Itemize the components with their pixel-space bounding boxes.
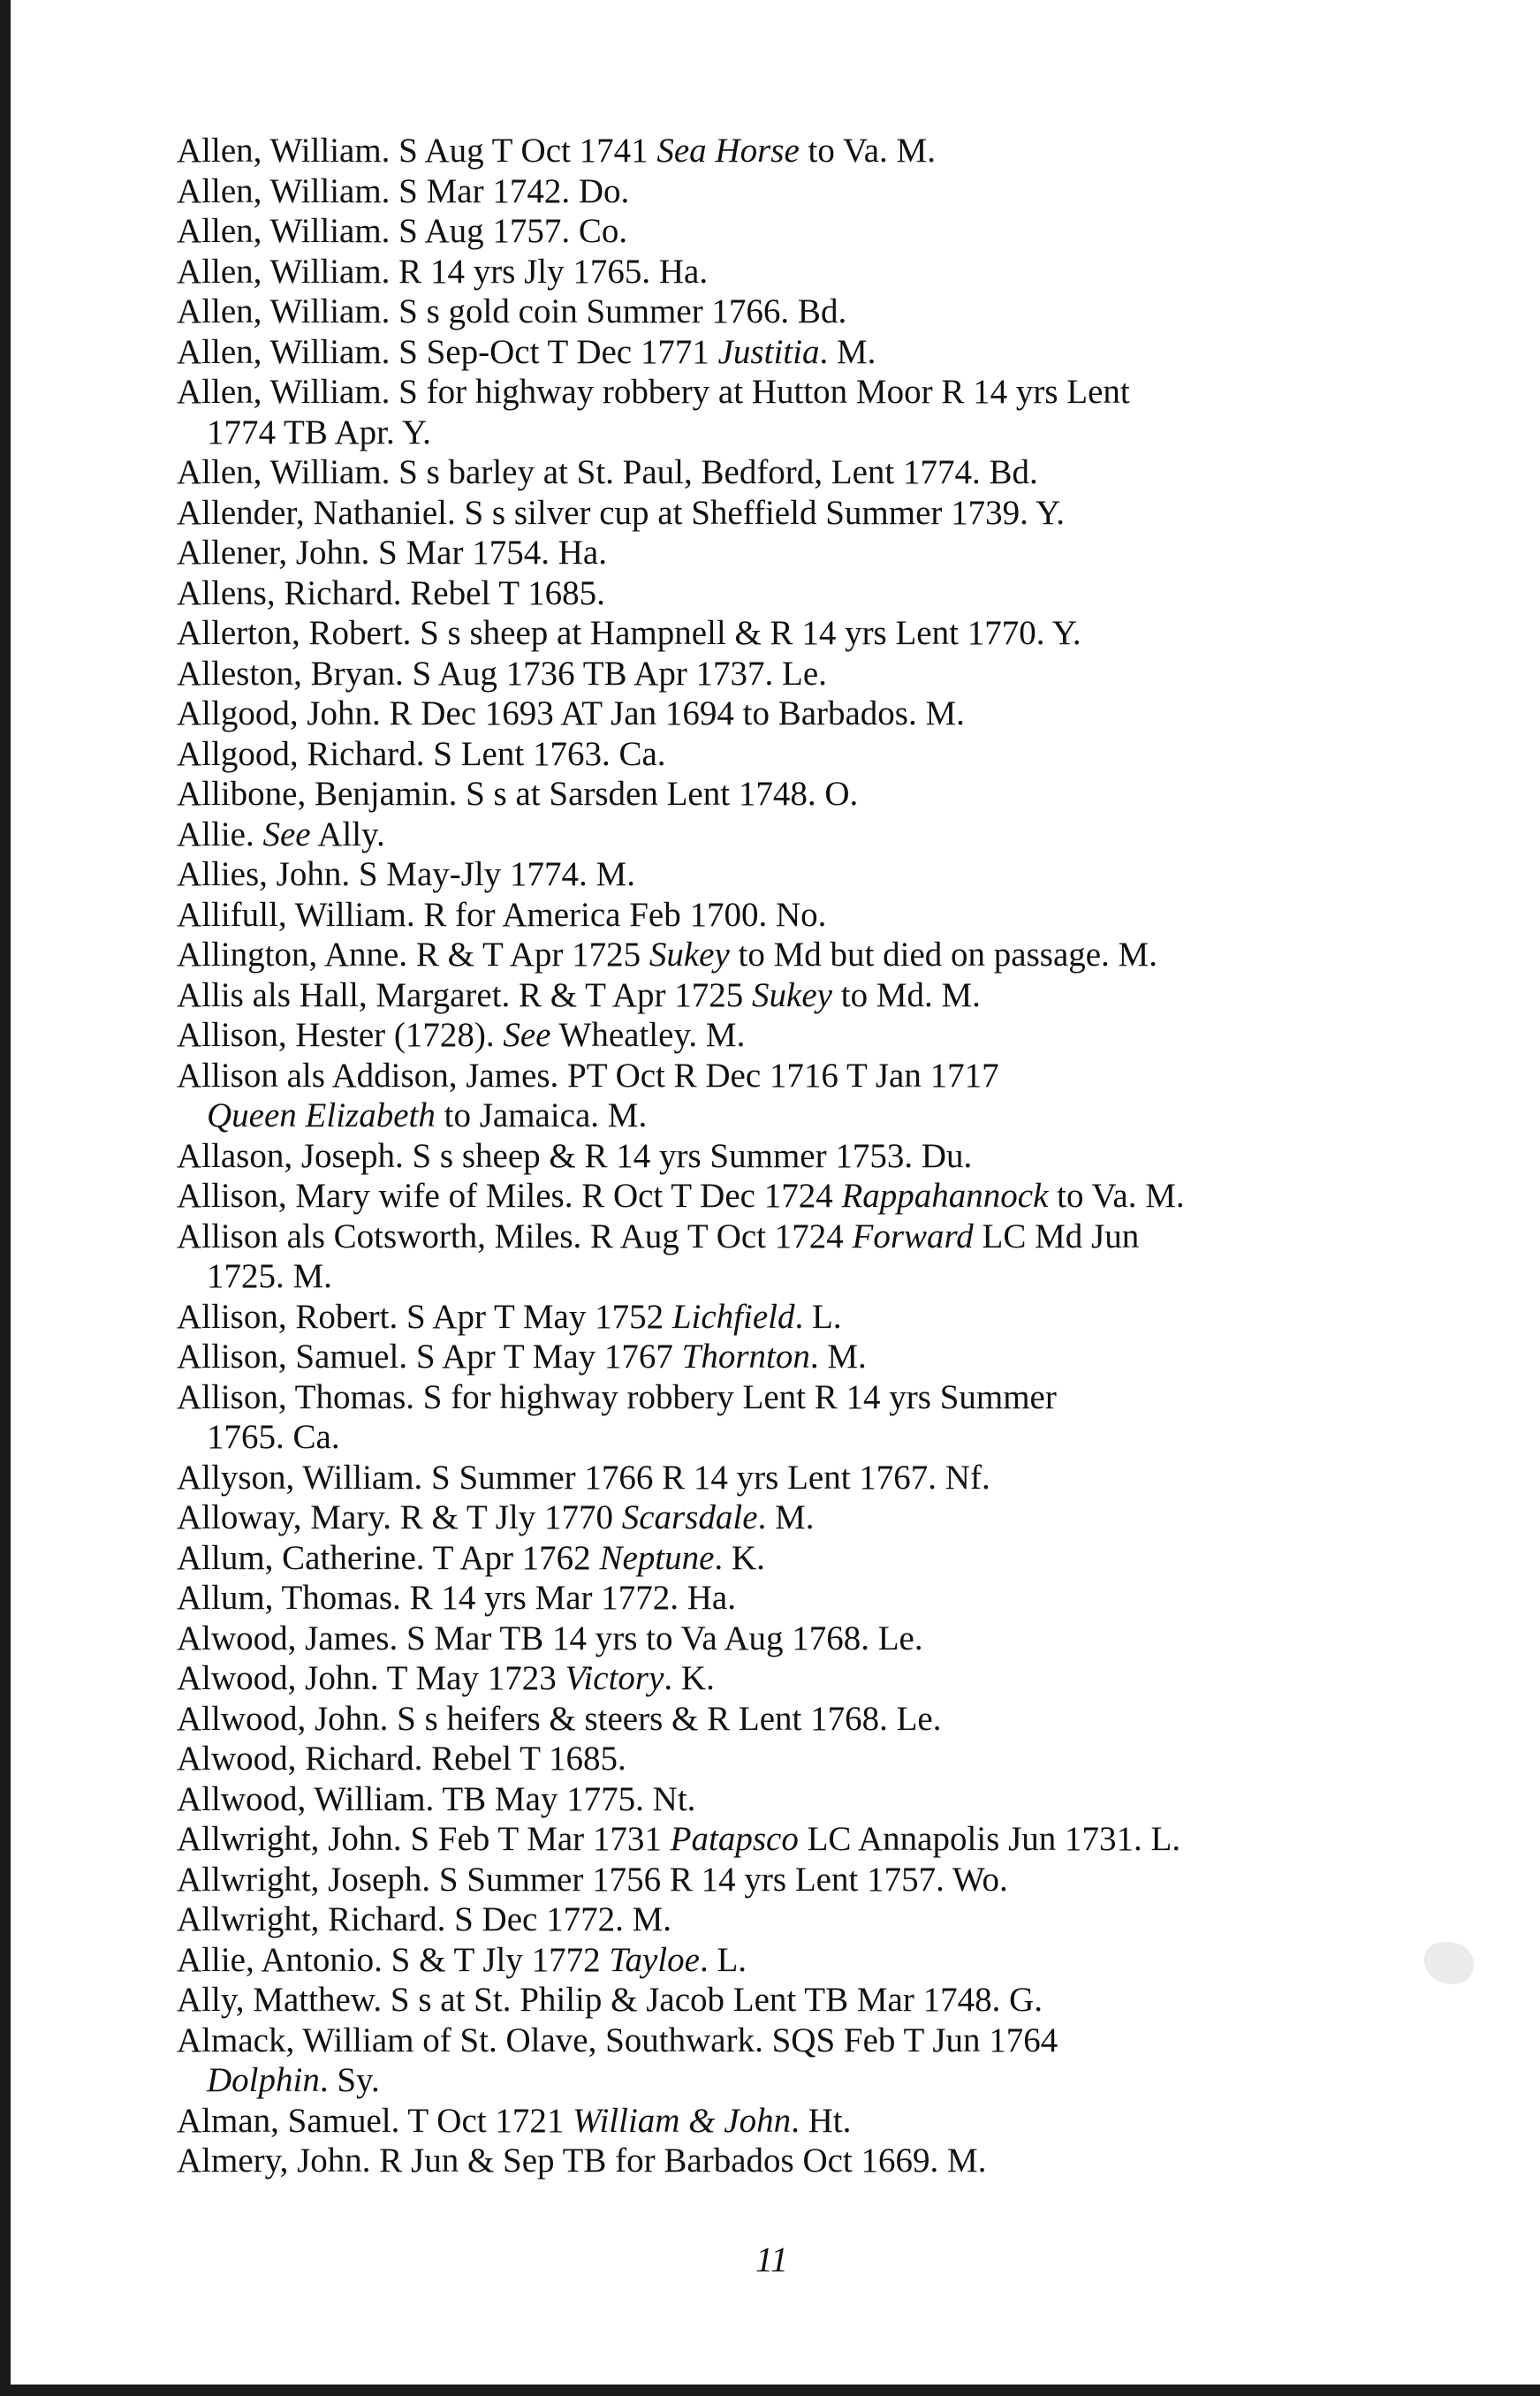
index-entry xyxy=(177,1779,1431,1820)
entry-text: Allason, Joseph. S s sheep & R 14 yrs Summer 1753. Du. xyxy=(177,1136,973,1175)
entry-text: . Ht. xyxy=(791,2101,852,2140)
index-entry xyxy=(177,734,1431,775)
entry-text: Allison, Robert. S Apr T May 1752 xyxy=(177,1297,672,1336)
index-entry xyxy=(177,211,1431,252)
entry-text: to Md but died on passage. M. xyxy=(729,936,1157,974)
entry-text: Ally, Matthew. S s at St. Philip & Jacob Lent TB Mar 1748. G. xyxy=(177,1981,1043,2019)
entry-text: to Va. M. xyxy=(1048,1177,1185,1215)
italic-text: William & John xyxy=(573,2101,792,2140)
entry-text: Allington, Anne. R & T Apr 1725 xyxy=(177,936,649,974)
italic-text: Scarsdale xyxy=(621,1498,758,1536)
entry-text: to Va. M. xyxy=(799,132,936,170)
index-entry xyxy=(177,774,1431,815)
index-entry xyxy=(177,1458,1431,1498)
italic-text: Queen Elizabeth xyxy=(207,1096,436,1134)
index-entry xyxy=(177,1056,1431,1096)
italic-text: Victory xyxy=(565,1659,664,1697)
italic-text: Lichfield xyxy=(671,1297,795,1336)
entry-text: Allies, John. S May-Jly 1774. M. xyxy=(177,855,635,893)
italic-text: Neptune xyxy=(599,1538,715,1577)
index-entry xyxy=(177,613,1431,654)
entry-continuation-line xyxy=(177,413,1431,453)
entry-text: Wheatley. M. xyxy=(550,1016,746,1054)
entry-text: Ally. xyxy=(310,815,385,853)
entry-text: Allison, Mary wife of Miles. R Oct T Dec 1724 xyxy=(177,1177,842,1215)
italic-text: Sea Horse xyxy=(656,132,800,170)
entry-text: . L. xyxy=(699,1940,747,1979)
entry-text: LC Annapolis Jun 1731. L. xyxy=(798,1820,1181,1858)
index-entry xyxy=(177,452,1431,493)
index-entry xyxy=(177,171,1431,212)
page-number: 11 xyxy=(755,2240,789,2279)
entry-text: Almery, John. R Jun & Sep TB for Barbados Oct 1669. M. xyxy=(177,2142,987,2180)
entry-text: Allwood, William. TB May 1775. Nt. xyxy=(177,1779,696,1818)
entry-text: . K. xyxy=(664,1659,715,1697)
index-entry xyxy=(177,332,1431,373)
entry-text: Allyson, William. S Summer 1766 R 14 yrs Lent 1767. Nf. xyxy=(177,1458,990,1497)
italic-text: Thornton xyxy=(681,1338,810,1376)
entry-text: Alleston, Bryan. S Aug 1736 TB Apr 1737. Le. xyxy=(177,654,827,693)
entry-text: Almack, William of St. Olave, Southwark. SQS Feb T Jun 1764 xyxy=(177,2021,1058,2059)
entry-text: Allison als Addison, James. PT Oct R Dec 1716 T Jan 1717 xyxy=(177,1056,999,1095)
italic-text: Tayloe xyxy=(609,1940,700,1979)
entry-text: Allison, Thomas. S for highway robbery Lent R 14 yrs Summer xyxy=(177,1377,1057,1416)
scan-bottom-edge xyxy=(0,2385,1540,2396)
index-entry xyxy=(177,2021,1431,2061)
index-entry xyxy=(177,2101,1431,2142)
entry-text: Allerton, Robert. S s sheep at Hampnell & R 14 yrs Lent 1770. Y. xyxy=(177,614,1081,652)
entry-text: Allender, Nathaniel. S s silver cup at Sheffield Summer 1739. Y. xyxy=(177,493,1066,532)
entry-text: Alloway, Mary. R & T Jly 1770 xyxy=(177,1498,622,1536)
entry-text: Allener, John. S Mar 1754. Ha. xyxy=(177,534,607,572)
entry-text: Alman, Samuel. T Oct 1721 xyxy=(177,2101,573,2140)
entry-text: Allum, Thomas. R 14 yrs Mar 1772. Ha. xyxy=(177,1579,736,1617)
index-entry xyxy=(177,1860,1431,1900)
entry-text: Allwright, Joseph. S Summer 1756 R 14 yrs Lent 1757. Wo. xyxy=(177,1860,1008,1899)
index-entry xyxy=(177,935,1431,975)
index-entry xyxy=(177,131,1431,171)
italic-text: Rappahannock xyxy=(841,1177,1049,1215)
index-entry xyxy=(177,1980,1431,2021)
entry-text: Allum, Catherine. T Apr 1762 xyxy=(177,1538,600,1577)
index-entry xyxy=(177,1819,1431,1860)
index-entry xyxy=(177,292,1431,332)
entry-text: Alwood, Richard. Rebel T 1685. xyxy=(177,1740,626,1778)
index-entry xyxy=(177,1337,1431,1377)
index-entry xyxy=(177,1136,1431,1177)
index-entry xyxy=(177,1176,1431,1217)
italic-text: Forward xyxy=(852,1217,974,1255)
index-entry xyxy=(177,1658,1431,1699)
entry-text: Allwright, John. S Feb T Mar 1731 xyxy=(177,1820,671,1858)
index-entry xyxy=(177,372,1431,413)
italic-text: See xyxy=(503,1016,551,1054)
entry-text: 1765. Ca. xyxy=(207,1418,340,1456)
entry-text: . L. xyxy=(794,1297,842,1336)
entry-text: Allison, Samuel. S Apr T May 1767 xyxy=(177,1338,682,1376)
entry-text: . M. xyxy=(757,1498,815,1536)
entry-text: . Sy. xyxy=(319,2061,380,2099)
index-entry xyxy=(177,1217,1431,1257)
entry-text: Allen, William. S for highway robbery at Hutton Moor R 14 yrs Lent xyxy=(177,373,1130,411)
index-entry xyxy=(177,854,1431,895)
index-entry xyxy=(177,2141,1431,2181)
entry-text: Allwood, John. S s heifers & steers & R Lent 1768. Le. xyxy=(177,1699,942,1738)
entry-text: Allis als Hall, Margaret. R & T Apr 1725 xyxy=(177,975,753,1014)
entry-text: . M. xyxy=(809,1338,867,1376)
index-entry xyxy=(177,1377,1431,1418)
entry-text: Allen, William. S Mar 1742. Do. xyxy=(177,171,630,210)
entry-text: to Jamaica. M. xyxy=(435,1096,648,1134)
entry-text: Allie, Antonio. S & T Jly 1772 xyxy=(177,1940,610,1979)
italic-text: Sukey xyxy=(649,936,730,974)
entry-text: to Md. M. xyxy=(831,975,981,1014)
italic-text: Sukey xyxy=(752,975,832,1014)
index-entry xyxy=(177,975,1431,1016)
entry-list xyxy=(177,131,1431,2181)
entry-text: Allen, William. R 14 yrs Jly 1765. Ha. xyxy=(177,252,709,291)
entry-text: Allen, William. S Aug T Oct 1741 xyxy=(177,132,657,170)
index-entry xyxy=(177,1538,1431,1579)
index-entry xyxy=(177,1739,1431,1779)
entry-text: Allwright, Richard. S Dec 1772. M. xyxy=(177,1900,672,1938)
entry-text: Allen, William. S s gold coin Summer 1766. Bd. xyxy=(177,292,847,330)
entry-text: Allison, Hester (1728). xyxy=(177,1016,504,1054)
index-entry xyxy=(177,1619,1431,1659)
entry-text: Allgood, Richard. S Lent 1763. Ca. xyxy=(177,734,666,773)
entry-text: Allen, William. S Sep-Oct T Dec 1771 xyxy=(177,332,718,371)
index-entry xyxy=(177,1498,1431,1538)
entry-text: Allison als Cotsworth, Miles. R Aug T Oct 1724 xyxy=(177,1217,853,1255)
entry-text: Allgood, John. R Dec 1693 AT Jan 1694 to Barbados. M. xyxy=(177,694,965,732)
index-entry xyxy=(177,1899,1431,1940)
index-entry xyxy=(177,1578,1431,1619)
index-entry xyxy=(177,252,1431,292)
entry-text: . M. xyxy=(819,332,876,371)
entry-continuation-line xyxy=(177,1256,1431,1297)
index-entry xyxy=(177,573,1431,614)
index-entry xyxy=(177,1699,1431,1740)
entry-text: . K. xyxy=(714,1538,765,1577)
entry-text: Alwood, John. T May 1723 xyxy=(177,1659,565,1697)
entry-text: LC Md Jun xyxy=(973,1217,1140,1255)
italic-text: Patapsco xyxy=(670,1820,799,1858)
entry-text: 1725. M. xyxy=(207,1257,332,1295)
index-entry xyxy=(177,895,1431,936)
italic-text: Justitia xyxy=(717,332,820,371)
entry-continuation-line xyxy=(177,1096,1431,1136)
italic-text: See xyxy=(262,815,311,853)
entry-text: Allie. xyxy=(177,815,263,853)
page-stain xyxy=(1424,1942,1474,1984)
entry-text: 1774 TB Apr. Y. xyxy=(207,413,431,451)
italic-text: Dolphin xyxy=(207,2061,320,2099)
index-entry xyxy=(177,654,1431,694)
entry-text: Allen, William. S s barley at St. Paul, Bedford, Lent 1774. Bd. xyxy=(177,453,1038,491)
scan-left-edge xyxy=(0,0,11,2396)
entry-continuation-line xyxy=(177,1417,1431,1458)
entry-text: Allen, William. S Aug 1757. Co. xyxy=(177,212,628,250)
index-entry xyxy=(177,1940,1431,1981)
index-entry xyxy=(177,1015,1431,1056)
index-entry xyxy=(177,533,1431,573)
entry-text: Allens, Richard. Rebel T 1685. xyxy=(177,573,605,612)
index-entry xyxy=(177,493,1431,534)
index-entry xyxy=(177,1297,1431,1338)
entry-text: Allibone, Benjamin. S s at Sarsden Lent 1748. O. xyxy=(177,775,859,813)
index-entry xyxy=(177,694,1431,734)
entry-text: Allifull, William. R for America Feb 1700. No. xyxy=(177,895,827,934)
entry-text: Alwood, James. S Mar TB 14 yrs to Va Aug 1768. Le. xyxy=(177,1619,923,1657)
index-entry xyxy=(177,815,1431,855)
entry-continuation-line xyxy=(177,2060,1431,2101)
